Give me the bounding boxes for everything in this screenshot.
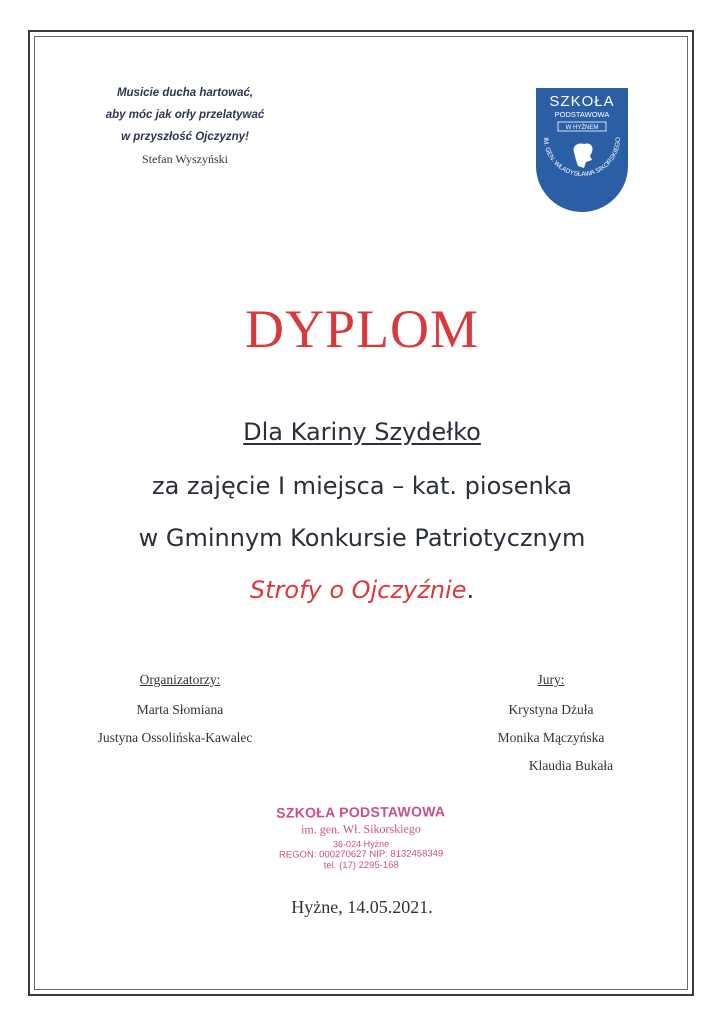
contest-line: w Gminnym Konkursie Patriotycznym	[138, 524, 586, 552]
logo-top-text: SZKOŁA	[549, 93, 615, 110]
jury-member: Krystyna Dżuła	[508, 702, 594, 717]
stamp-patron: im. gen. Wł. Sikorskiego	[300, 821, 421, 837]
organizers-block	[80, 672, 280, 746]
motto-line: w przyszłość Ojczyzny!	[121, 131, 249, 143]
organizer-name: Justyna Ossolińska-Kawalec	[97, 730, 253, 745]
organizers-header: Organizatorzy:	[139, 672, 221, 687]
logo-place-text: W HYŻNEM	[565, 125, 599, 131]
school-logo	[534, 86, 630, 214]
recipient-name: Dla Kariny Szydełko	[243, 418, 481, 446]
competition-name: Strofy o Ojczyźnie	[249, 576, 467, 604]
motto-line: Musicie ducha hartować,	[116, 87, 254, 99]
stamp-phone: tel. (17) 2295-168	[323, 859, 399, 872]
stamp-school-name: SZKOŁA PODSTAWOWA	[276, 803, 446, 821]
competition-period: .	[466, 576, 475, 604]
competition-title	[0, 576, 724, 604]
motto-line: aby móc jak orły przelatywać	[105, 109, 265, 121]
place-date: Hyżne, 14.05.2021.	[291, 897, 433, 917]
school-stamp	[256, 803, 467, 872]
jury-block	[476, 672, 626, 786]
recipient-line	[0, 418, 724, 446]
logo-ring-text: IM. GEN. WŁADYSŁAWA SIKORSKIEGO	[541, 136, 623, 179]
stamp-ids: REGON: 000270627 NIP: 8132458349	[278, 848, 444, 861]
motto-author: Stefan Wyszyński	[141, 152, 229, 166]
diploma-title: DYPLOM	[244, 299, 480, 359]
jury-header: Jury:	[537, 672, 565, 687]
stamp-address: 36-024 Hyżne	[332, 838, 390, 850]
organizer-name: Marta Słomiana	[136, 702, 224, 717]
jury-member: Monika Mączyńska	[497, 730, 605, 745]
award-line: za zajęcie I miejsca – kat. piosenka	[152, 472, 572, 500]
jury-member: Klaudia Bukała	[528, 758, 614, 773]
logo-sub-text: PODSTAWOWA	[554, 110, 610, 119]
motto-quote	[60, 82, 310, 167]
